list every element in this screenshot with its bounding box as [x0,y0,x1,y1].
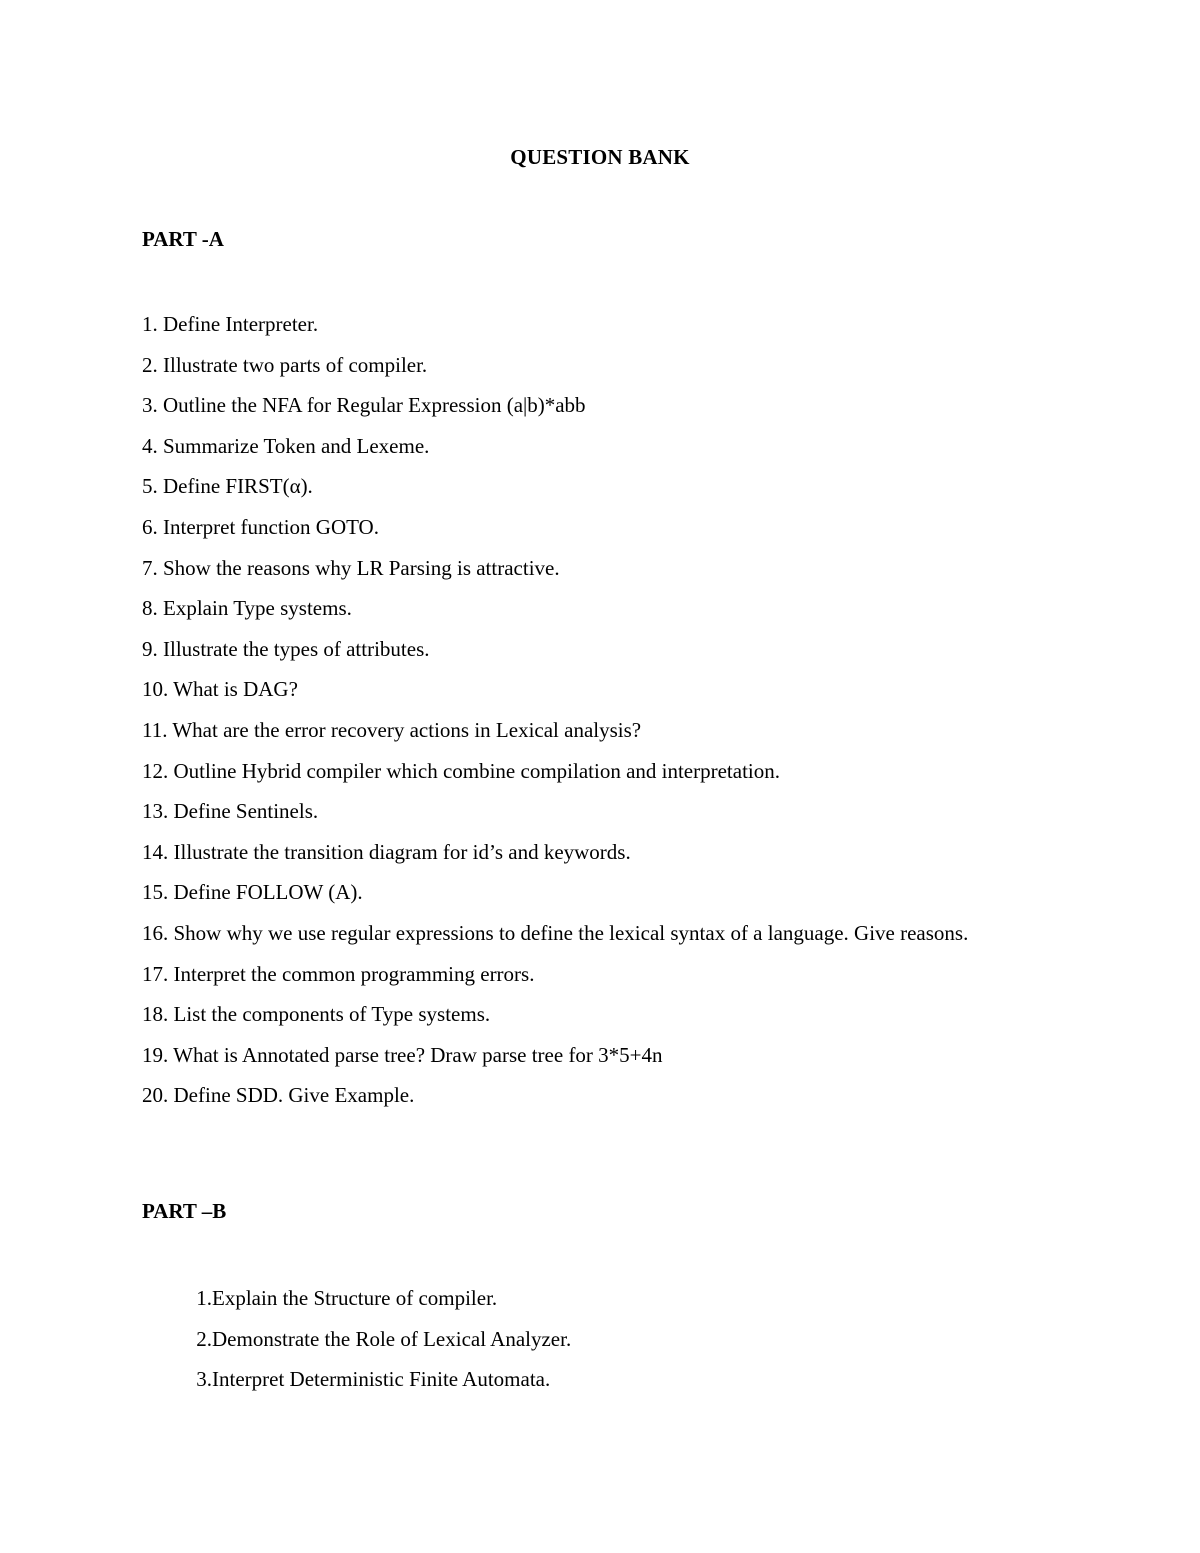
question-item: 8. Explain Type systems. [142,596,352,621]
question-text: Explain the Structure of compiler. [212,1286,498,1310]
question-number: 1. [196,1286,212,1310]
question-item [142,1359,1022,1400]
question-item: 7. Show the reasons why LR Parsing is attractive. [142,555,560,580]
question-item: 9. Illustrate the types of attributes. [142,636,430,661]
question-text: Interpret Deterministic Finite Automata. [212,1367,551,1392]
question-item: 17. Interpret the common programming errors. [142,961,535,986]
question-item: 16. Show why we use regular expressions to define the lexical syntax of a language. Give reasons. [142,920,969,945]
question-item: 15. Define FOLLOW (A). [142,880,363,905]
question-number: 2. [196,1326,212,1351]
question-item: 2. Illustrate two parts of compiler. [142,352,428,377]
question-item: 13. Define Sentinels. [142,799,319,824]
part-a-question-list [142,304,1022,1116]
part-a-heading: PART -A [142,227,224,251]
question-item: 5. Define FIRST(α). [142,474,313,499]
question-number: 3. [196,1367,212,1392]
question-item: 18. List the components of Type systems. [142,1002,491,1027]
page-title: QUESTION BANK [510,145,690,169]
question-item: 14. Illustrate the transition diagram for id’s and keywords. [142,839,631,864]
question-item [142,1319,1022,1360]
part-b-question-list [142,1278,1022,1400]
question-item: 19. What is Annotated parse tree? Draw parse tree for 3*5+4n [142,1042,663,1067]
part-b-heading: PART –B [142,1199,227,1223]
question-item [142,1278,1022,1319]
question-text: Demonstrate the Role of Lexical Analyzer. [212,1326,572,1351]
question-item: 4. Summarize Token and Lexeme. [142,433,430,458]
question-item: 3. Outline the NFA for Regular Expression (a|b)*abb [142,393,586,418]
question-item: 1. Define Interpreter. [142,312,319,336]
question-item: 6. Interpret function GOTO. [142,514,379,539]
question-item: 12. Outline Hybrid compiler which combine compilation and interpretation. [142,758,781,783]
question-item: 20. Define SDD. Give Example. [142,1083,415,1108]
question-item: 10. What is DAG? [142,677,298,702]
question-item: 11. What are the error recovery actions in Lexical analysis? [142,717,642,742]
